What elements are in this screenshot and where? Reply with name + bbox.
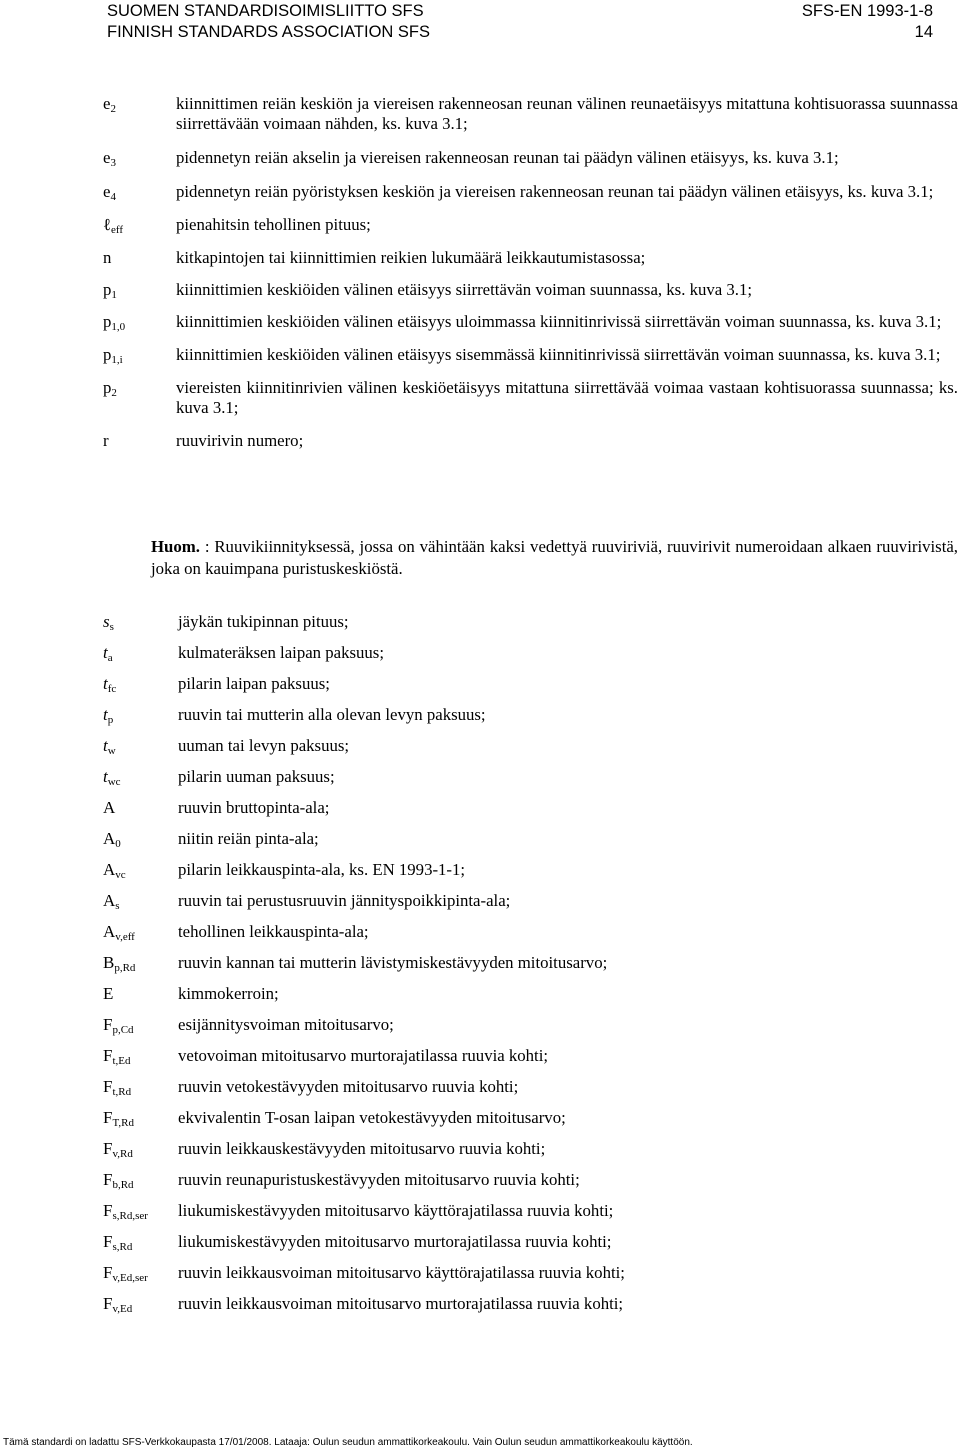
definition-symbol	[103, 643, 178, 663]
definition-row	[103, 922, 958, 942]
symbol-subscript: 0	[115, 838, 121, 850]
definition-row	[103, 1294, 958, 1314]
definition-symbol	[103, 1263, 178, 1283]
definition-row	[103, 1139, 958, 1159]
definition-list-lower	[103, 612, 958, 1314]
definition-symbol	[103, 378, 176, 398]
definition-symbol	[103, 984, 178, 1004]
symbol-subscript: 1	[111, 289, 117, 301]
definition-text: kulmateräksen laipan paksuus;	[178, 643, 384, 662]
definition-symbol	[103, 312, 176, 332]
symbol-base: F	[103, 1232, 113, 1251]
definition-text: ruuvin tai perustusruuvin jännityspoikkipinta-ala;	[178, 891, 511, 910]
definition-row	[103, 94, 958, 134]
symbol-base: A	[103, 891, 116, 910]
definition-text: liukumiskestävyyden mitoitusarvo murtorajatilassa ruuvia kohti;	[178, 1232, 612, 1251]
symbol-base: e	[103, 182, 111, 201]
definition-text: ruuvin tai mutterin alla olevan levyn paksuus;	[178, 705, 486, 724]
definition-text: ruuvirivin numero;	[176, 431, 304, 450]
symbol-subscript: a	[107, 652, 113, 664]
symbol-base: F	[103, 1201, 113, 1220]
header-standard-id: SFS-EN 1993-1-8	[801, 2, 933, 20]
symbol-base: p	[103, 280, 112, 299]
symbol-base: A	[103, 798, 116, 817]
definition-row	[103, 248, 958, 268]
definition-row	[103, 984, 958, 1004]
definition-row	[103, 860, 958, 880]
symbol-base: A	[103, 860, 116, 879]
definition-row	[103, 953, 958, 973]
definition-row	[103, 674, 958, 694]
symbol-subscript: p,Rd	[114, 962, 136, 974]
symbol-subscript: vc	[115, 869, 126, 881]
symbol-subscript: 2	[110, 103, 116, 115]
symbol-base: A	[103, 922, 116, 941]
definition-text: ruuvin vetokestävyyden mitoitusarvo ruuvia kohti;	[178, 1077, 519, 1096]
definition-row	[103, 312, 958, 332]
definition-row	[103, 345, 958, 365]
definition-row	[103, 736, 958, 756]
symbol-subscript: p	[107, 714, 114, 726]
definition-text: pilarin leikkauspinta-ala, ks. EN 1993-1-1;	[178, 860, 466, 879]
definition-text: esijännitysvoiman mitoitusarvo;	[178, 1015, 394, 1034]
header-row-1	[107, 1, 933, 22]
definition-text: ruuvin reunapuristuskestävyyden mitoitusarvo ruuvia kohti;	[178, 1170, 580, 1189]
symbol-subscript: s	[109, 621, 114, 633]
symbol-base: p	[103, 378, 112, 397]
definition-symbol	[103, 612, 178, 632]
symbol-subscript: t,Ed	[112, 1055, 131, 1067]
definition-text: pidennetyn reiän pyöristyksen keskiön ja viereisen rakenneosan reunan tai päädyn välinen etäisyys, ks. kuva 3.1;	[176, 182, 934, 201]
definition-symbol	[103, 1108, 178, 1128]
symbol-subscript: v,Ed	[112, 1303, 133, 1315]
definition-row	[103, 1077, 958, 1097]
definition-row	[103, 1263, 958, 1283]
definition-text: pilarin laipan paksuus;	[178, 674, 330, 693]
definition-text: vetovoiman mitoitusarvo murtorajatilassa ruuvia kohti;	[178, 1046, 549, 1065]
symbol-subscript: 1,0	[111, 321, 126, 333]
symbol-subscript: 2	[111, 387, 117, 399]
definition-symbol	[103, 1139, 178, 1159]
symbol-base: r	[103, 431, 109, 450]
definition-row	[103, 280, 958, 300]
definition-symbol	[103, 953, 178, 973]
definition-row	[103, 1015, 958, 1035]
definition-symbol	[103, 860, 178, 880]
symbol-base: t	[103, 643, 108, 662]
symbol-subscript: b,Rd	[112, 1179, 134, 1191]
page-number: 14	[914, 23, 933, 41]
symbol-base: F	[103, 1108, 113, 1127]
definition-text: pilarin uuman paksuus;	[178, 767, 335, 786]
symbol-subscript: wc	[107, 776, 121, 788]
definition-text: ruuvin bruttopinta-ala;	[178, 798, 330, 817]
definition-row	[103, 612, 958, 632]
definition-symbol	[103, 891, 178, 911]
symbol-base: t	[103, 736, 108, 755]
definition-text: niitin reiän pinta-ala;	[178, 829, 319, 848]
symbol-subscript: s,Rd,ser	[112, 1210, 148, 1222]
symbol-base: p	[103, 312, 112, 331]
definition-symbol	[103, 1201, 178, 1221]
definition-row	[103, 1170, 958, 1190]
symbol-base: t	[103, 705, 108, 724]
symbol-subscript: v,Ed,ser	[112, 1272, 148, 1284]
definition-row	[103, 431, 958, 451]
symbol-subscript: v,Rd	[112, 1148, 133, 1160]
definition-row	[103, 182, 958, 202]
symbol-subscript: T,Rd	[112, 1117, 134, 1129]
definition-text: ruuvin leikkauskestävyyden mitoitusarvo ruuvia kohti;	[178, 1139, 546, 1158]
symbol-base: t	[103, 674, 108, 693]
definition-text: ruuvin kannan tai mutterin lävistymiskestävyyden mitoitusarvo;	[178, 953, 608, 972]
definition-row	[103, 1201, 958, 1221]
definition-symbol	[103, 1170, 178, 1190]
note-label: Huom.	[151, 537, 200, 556]
header-org-fi: SUOMEN STANDARDISOIMISLIITTO SFS	[107, 2, 424, 20]
definition-symbol	[103, 705, 178, 725]
symbol-base: p	[103, 345, 112, 364]
definition-symbol	[103, 1232, 178, 1252]
symbol-subscript: w	[107, 745, 116, 757]
definition-text: pidennetyn reiän akselin ja viereisen rakenneosan reunan tai päädyn välinen etäisyys, ks. kuva 3.1;	[176, 148, 839, 167]
symbol-subscript: s	[115, 900, 120, 912]
definition-symbol	[103, 345, 176, 365]
header-org-en: FINNISH STANDARDS ASSOCIATION SFS	[107, 23, 431, 41]
definition-row	[103, 148, 958, 168]
symbol-base: F	[103, 1263, 113, 1282]
definition-symbol	[103, 94, 176, 114]
definition-text: pienahitsin tehollinen pituus;	[176, 215, 371, 234]
definition-row	[103, 1108, 958, 1128]
symbol-subscript: t,Rd	[112, 1086, 132, 1098]
symbol-subscript: eff	[111, 224, 124, 236]
symbol-base: s	[103, 612, 110, 631]
symbol-base: F	[103, 1077, 113, 1096]
definition-symbol	[103, 280, 176, 300]
definition-symbol	[103, 922, 178, 942]
symbol-subscript: v,eff	[115, 931, 135, 943]
definition-row	[103, 378, 958, 418]
symbol-subscript: 1,i	[111, 354, 123, 366]
definition-symbol	[103, 182, 176, 202]
definition-text: uuman tai levyn paksuus;	[178, 736, 350, 755]
symbol-base: ℓ	[103, 215, 112, 234]
definition-symbol	[103, 1077, 178, 1097]
definition-text: ruuvin leikkausvoiman mitoitusarvo murtorajatilassa ruuvia kohti;	[178, 1294, 624, 1313]
symbol-base: E	[103, 984, 114, 1003]
definition-row	[103, 829, 958, 849]
definition-list-upper	[103, 94, 958, 451]
definition-text: ekvivalentin T-osan laipan vetokestävyyden mitoitusarvo;	[178, 1108, 566, 1127]
note-text: : Ruuvikiinnityksessä, jossa on vähintään kaksi vedettyä ruuviriviä, ruuvirivit numeroidaan alkaen ruuvirivistä, joka on kauimpana puristuskeskiöstä.	[151, 537, 958, 578]
symbol-subscript: s,Rd	[112, 1241, 133, 1253]
definition-text: viereisten kiinnitinrivien välinen keskiöetäisyys mitattuna siirrettävää voimaa vastaan kohtisuorassa suunnassa; ks. kuva 3.1;	[176, 378, 958, 417]
symbol-base: e	[103, 94, 111, 113]
definition-text: kiinnittimen reiän keskiön ja viereisen rakenneosan reunan välinen reunaetäisyys mitattuna kohtisuorassa suunnassa siirrettävään voimaan nähden, ks. kuva 3.1;	[176, 94, 958, 133]
symbol-subscript: fc	[107, 683, 117, 695]
definition-row	[103, 705, 958, 725]
definition-row	[103, 643, 958, 663]
definition-row	[103, 215, 958, 235]
definition-row	[103, 1232, 958, 1252]
definition-symbol	[103, 1046, 178, 1066]
note-paragraph	[151, 536, 958, 580]
definition-text: kiinnittimien keskiöiden välinen etäisyys uloimmassa kiinnitinrivissä siirrettävän voiman suunnassa, ks. kuva 3.1;	[176, 312, 942, 331]
definition-text: kimmokerroin;	[178, 984, 279, 1003]
download-footer: Tämä standardi on ladattu SFS-Verkkokaupasta 17/01/2008. Lataaja: Oulun seudun ammattikorkeakoulu. Vain Oulun seudun ammattikorkeakoulu käyttöön.	[3, 1437, 693, 1448]
definition-symbol	[103, 215, 176, 235]
definition-symbol	[103, 431, 176, 451]
symbol-base: F	[103, 1170, 113, 1189]
symbol-subscript: 4	[110, 191, 116, 203]
definition-symbol	[103, 829, 178, 849]
symbol-base: F	[103, 1139, 113, 1158]
definition-symbol	[103, 148, 176, 168]
definition-text: jäykän tukipinnan pituus;	[178, 612, 349, 631]
symbol-base: A	[103, 829, 116, 848]
symbol-subscript: p,Cd	[112, 1024, 134, 1036]
definition-symbol	[103, 798, 178, 818]
definition-row	[103, 891, 958, 911]
symbol-base: t	[103, 767, 108, 786]
definition-symbol	[103, 767, 178, 787]
definition-symbol	[103, 1015, 178, 1035]
symbol-base: F	[103, 1046, 113, 1065]
header-row-2	[107, 22, 933, 43]
symbol-subscript: 3	[110, 157, 116, 169]
definition-text: liukumiskestävyyden mitoitusarvo käyttörajatilassa ruuvia kohti;	[178, 1201, 614, 1220]
definition-symbol	[103, 736, 178, 756]
symbol-base: e	[103, 148, 111, 167]
definition-symbol	[103, 1294, 178, 1314]
symbol-base: F	[103, 1294, 113, 1313]
definition-text: tehollinen leikkauspinta-ala;	[178, 922, 369, 941]
page-header	[107, 1, 933, 43]
definition-symbol	[103, 674, 178, 694]
definition-row	[103, 767, 958, 787]
definition-text: ruuvin leikkausvoiman mitoitusarvo käyttörajatilassa ruuvia kohti;	[178, 1263, 625, 1282]
definition-row	[103, 798, 958, 818]
definition-row	[103, 1046, 958, 1066]
definition-symbol	[103, 248, 176, 268]
definition-text: kiinnittimien keskiöiden välinen etäisyys sisemmässä kiinnitinrivissä siirrettävän voiman suunnassa, ks. kuva 3.1;	[176, 345, 941, 364]
symbol-base: F	[103, 1015, 113, 1034]
definition-text: kiinnittimien keskiöiden välinen etäisyys siirrettävän voiman suunnassa, ks. kuva 3.1;	[176, 280, 753, 299]
definition-text: kitkapintojen tai kiinnittimien reikien lukumäärä leikkautumistasossa;	[176, 248, 646, 267]
symbol-base: B	[103, 953, 115, 972]
symbol-base: n	[103, 248, 112, 267]
